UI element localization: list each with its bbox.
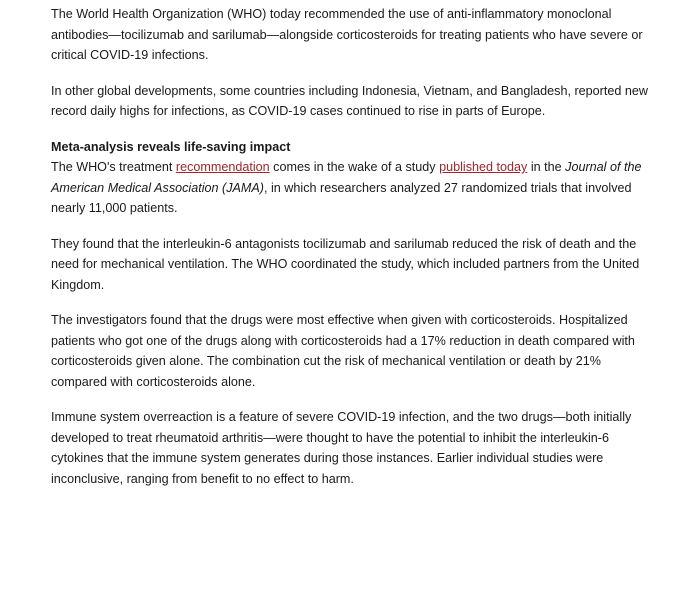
paragraph-who-recommendation: The World Health Organization (WHO) today recommended the use of anti-inflammatory monoclonal antibodies—tocilizumab and sarilumab—alongside corticosteroids for treating patients who have severe or critical COVID-19 infections. [51, 7, 643, 62]
text-segment: in the [527, 160, 566, 174]
journal-name: Journal of the American Medical Association (JAMA) [51, 160, 642, 195]
paragraph-findings: They found that the interleukin-6 antagonists tocilizumab and sarilumab reduced the risk of death and the need for mechanical ventilation. The WHO coordinated the study, which included partners from the United Kingdom. [51, 236, 640, 292]
recommendation-link[interactable]: recommendation [175, 160, 270, 174]
published-today-link[interactable]: published today [439, 160, 528, 174]
paragraph-meta-analysis [51, 137, 651, 219]
article-body [51, 4, 651, 504]
text-segment: The WHO's treatment [51, 160, 176, 174]
section-heading: Meta-analysis reveals life-saving impact [51, 139, 291, 154]
text-segment: comes in the wake of a study [269, 160, 440, 174]
paragraph-global-developments: In other global developments, some countries including Indonesia, Vietnam, and Bangladesh, reported new record daily highs for infections, as COVID-19 cases continued to rise in parts of Europe. [51, 83, 648, 118]
text-segment: , in which researchers analyzed 27 randomized trials that involved nearly 11,000 patients. [51, 180, 632, 215]
paragraph-immune-overreaction: Immune system overreaction is a feature of severe COVID-19 infection, and the two drugs—both initially developed to treat rheumatoid arthritis—were thought to have the potential to inhibit the interleukin-6 cytokines that the immune system generates during those instances. Earlier individual studies were inconclusive, ranging from benefit to no effect to harm. [51, 410, 632, 486]
paragraph-investigators: The investigators found that the drugs were most effective when given with corticosteroids. Hospitalized patients who got one of the drugs along with corticosteroids had a 17% reduction in death compared with corticosteroids given alone. The combination cut the risk of mechanical ventilation or death by 21% compared with corticosteroids alone. [51, 313, 635, 389]
